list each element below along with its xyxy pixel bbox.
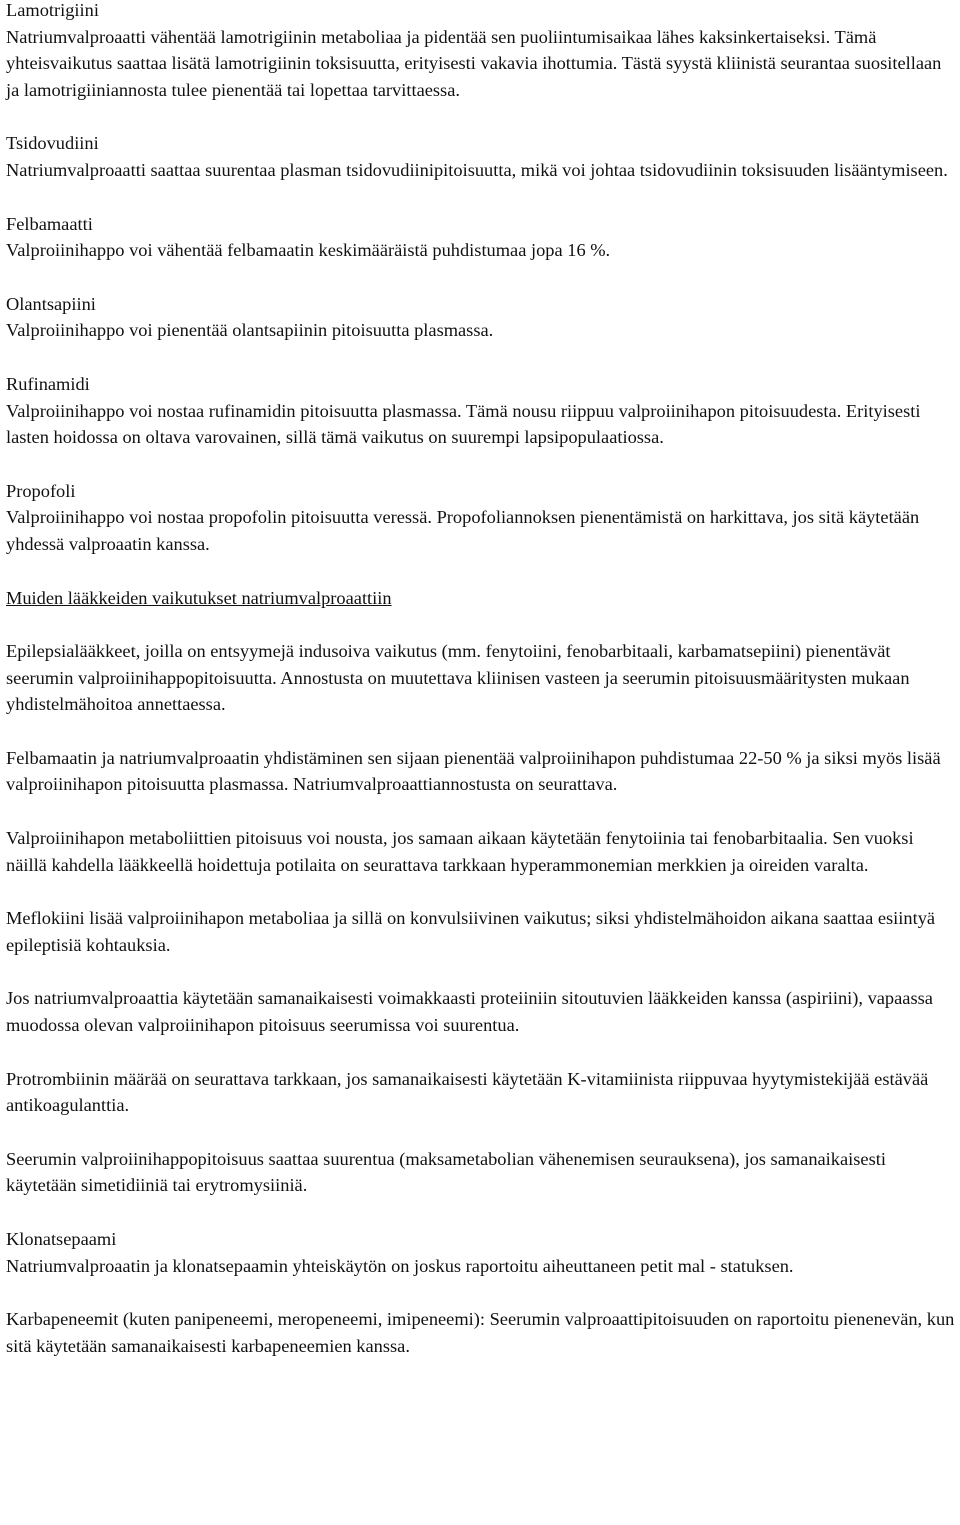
document-body	[6, 0, 956, 1359]
section-olantsapiini	[6, 291, 956, 344]
section-heading: Olantsapiini	[6, 293, 96, 314]
paragraph-text: Felbamaatin ja natriumvalproaatin yhdistäminen sen sijaan pienentää valproiinihapon puhdistumaa 22-50 % ja siksi myös lisää valproiinihapon pitoisuutta plasmassa. Natriumvalproaattiannostusta on seurattava.	[6, 747, 941, 795]
subsection-title: Muiden lääkkeiden vaikutukset natriumvalproaattiin	[6, 587, 392, 608]
paragraph-metaboliitit	[6, 825, 956, 878]
paragraph-text: Seerumin valproiinihappopitoisuus saattaa suurentua (maksametabolian vähenemisen seurauksena), jos samanaikaisesti käytetään simetidiiniä tai erytromysiiniä.	[6, 1148, 886, 1196]
paragraph-text: Karbapeneemit (kuten panipeneemi, meropeneemi, imipeneemi): Seerumin valproaattipitoisuuden on raportoitu pienenevän, kun sitä käytetään samanaikaisesti karbapeneemien kanssa.	[6, 1309, 955, 1356]
section-text: Valproiinihappo voi vähentää felbamaatin keskimääräistä puhdistumaa jopa 16 %.	[6, 240, 611, 261]
section-rufinamidi	[6, 371, 956, 451]
section-heading: Klonatsepaami	[6, 1229, 117, 1249]
paragraph-text: Meflokiini lisää valproiinihapon metaboliaa ja sillä on konvulsiivinen vaikutus; siksi yhdistelmähoidon aikana saattaa esiintyä epileptisiä kohtauksia.	[6, 908, 936, 955]
paragraph-meflokiini	[6, 905, 956, 958]
section-heading: Tsidovudiini	[6, 133, 99, 154]
section-klonatsepaami	[6, 1226, 956, 1279]
section-heading: Propofoli	[6, 480, 76, 501]
subsection-title-block	[6, 585, 956, 612]
paragraph-seerumin	[6, 1146, 956, 1199]
section-heading: Felbamaatti	[6, 213, 93, 234]
section-text: Natriumvalproaatin ja klonatsepaamin yhteiskäytön on joskus raportoitu aiheuttaneen petit mal - statuksen.	[6, 1255, 794, 1276]
section-heading: Lamotrigiini	[6, 0, 99, 20]
section-propofoli	[6, 478, 956, 558]
section-text: Valproiinihappo voi nostaa rufinamidin pitoisuutta plasmassa. Tämä nousu riippuu valproiinihapon pitoisuudesta. Erityisesti lasten hoidossa on oltava varovainen, sillä tämä vaikutus on suurempi lapsipopulaatiossa.	[6, 400, 921, 448]
section-tsidovudiini	[6, 130, 956, 183]
paragraph-epilepsialaakkeet	[6, 638, 956, 718]
paragraph-text: Protrombiinin määrää on seurattava tarkkaan, jos samanaikaisesti käytetään K-vitamiinista riippuvaa hyytymistekijää estävää antikoagulanttia.	[6, 1068, 929, 1116]
section-text: Natriumvalproaatti saattaa suurentaa plasman tsidovudiinipitoisuutta, mikä voi johtaa tsidovudiinin toksisuuden lisääntymiseen.	[6, 159, 948, 180]
section-text: Natriumvalproaatti vähentää lamotrigiinin metaboliaa ja pidentää sen puoliintumisaikaa lähes kaksinkertaiseksi. Tämä yhteisvaikutus saattaa lisätä lamotrigiinin toksisuutta, erityisesti vakavia ihottumia. Tästä syystä kliinistä seurantaa suositellaan ja lamotrigiiniannosta tulee pienentää tai lopettaa tarvittaessa.	[6, 26, 942, 100]
section-text: Valproiinihappo voi pienentää olantsapiinin pitoisuutta plasmassa.	[6, 320, 494, 341]
paragraph-protrombiini	[6, 1066, 956, 1119]
paragraph-text: Epilepsialääkkeet, joilla on entsyymejä indusoiva vaikutus (mm. fenytoiini, fenobarbitaali, karbamatsepiini) pienentävät seerumin valproiinihappopitoisuutta. Annostusta on muutettava kliinisen vasteen ja seerumin pitoisuusmääritysten mukaan yhdistelmähoitoa annettaessa.	[6, 641, 910, 715]
paragraph-proteiini	[6, 985, 956, 1038]
section-felbamaatti	[6, 211, 956, 264]
section-heading: Rufinamidi	[6, 373, 90, 394]
paragraph-text: Jos natriumvalproaattia käytetään samanaikaisesti voimakkaasti proteiiniin sitoutuvien lääkkeiden kanssa (aspiriini), vapaassa muodossa olevan valproiinihapon pitoisuus seerumissa voi suurentua.	[6, 988, 933, 1036]
section-text: Valproiinihappo voi nostaa propofolin pitoisuutta veressä. Propofoliannoksen pienentämistä on harkittava, jos sitä käytetään yhdessä valproaatin kanssa.	[6, 507, 920, 554]
paragraph-felbamaatin	[6, 745, 956, 798]
section-lamotrigiini	[6, 0, 956, 103]
paragraph-text: Valproiinihapon metaboliittien pitoisuus voi nousta, jos samaan aikaan käytetään fenytoiinia tai fenobarbitaalia. Sen vuoksi näillä kahdella lääkkeellä hoidettuja potilaita on seurattava tarkkaan hyperammonemian merkkien ja oireiden varalta.	[6, 828, 914, 875]
paragraph-karbapeneemit	[6, 1306, 956, 1359]
